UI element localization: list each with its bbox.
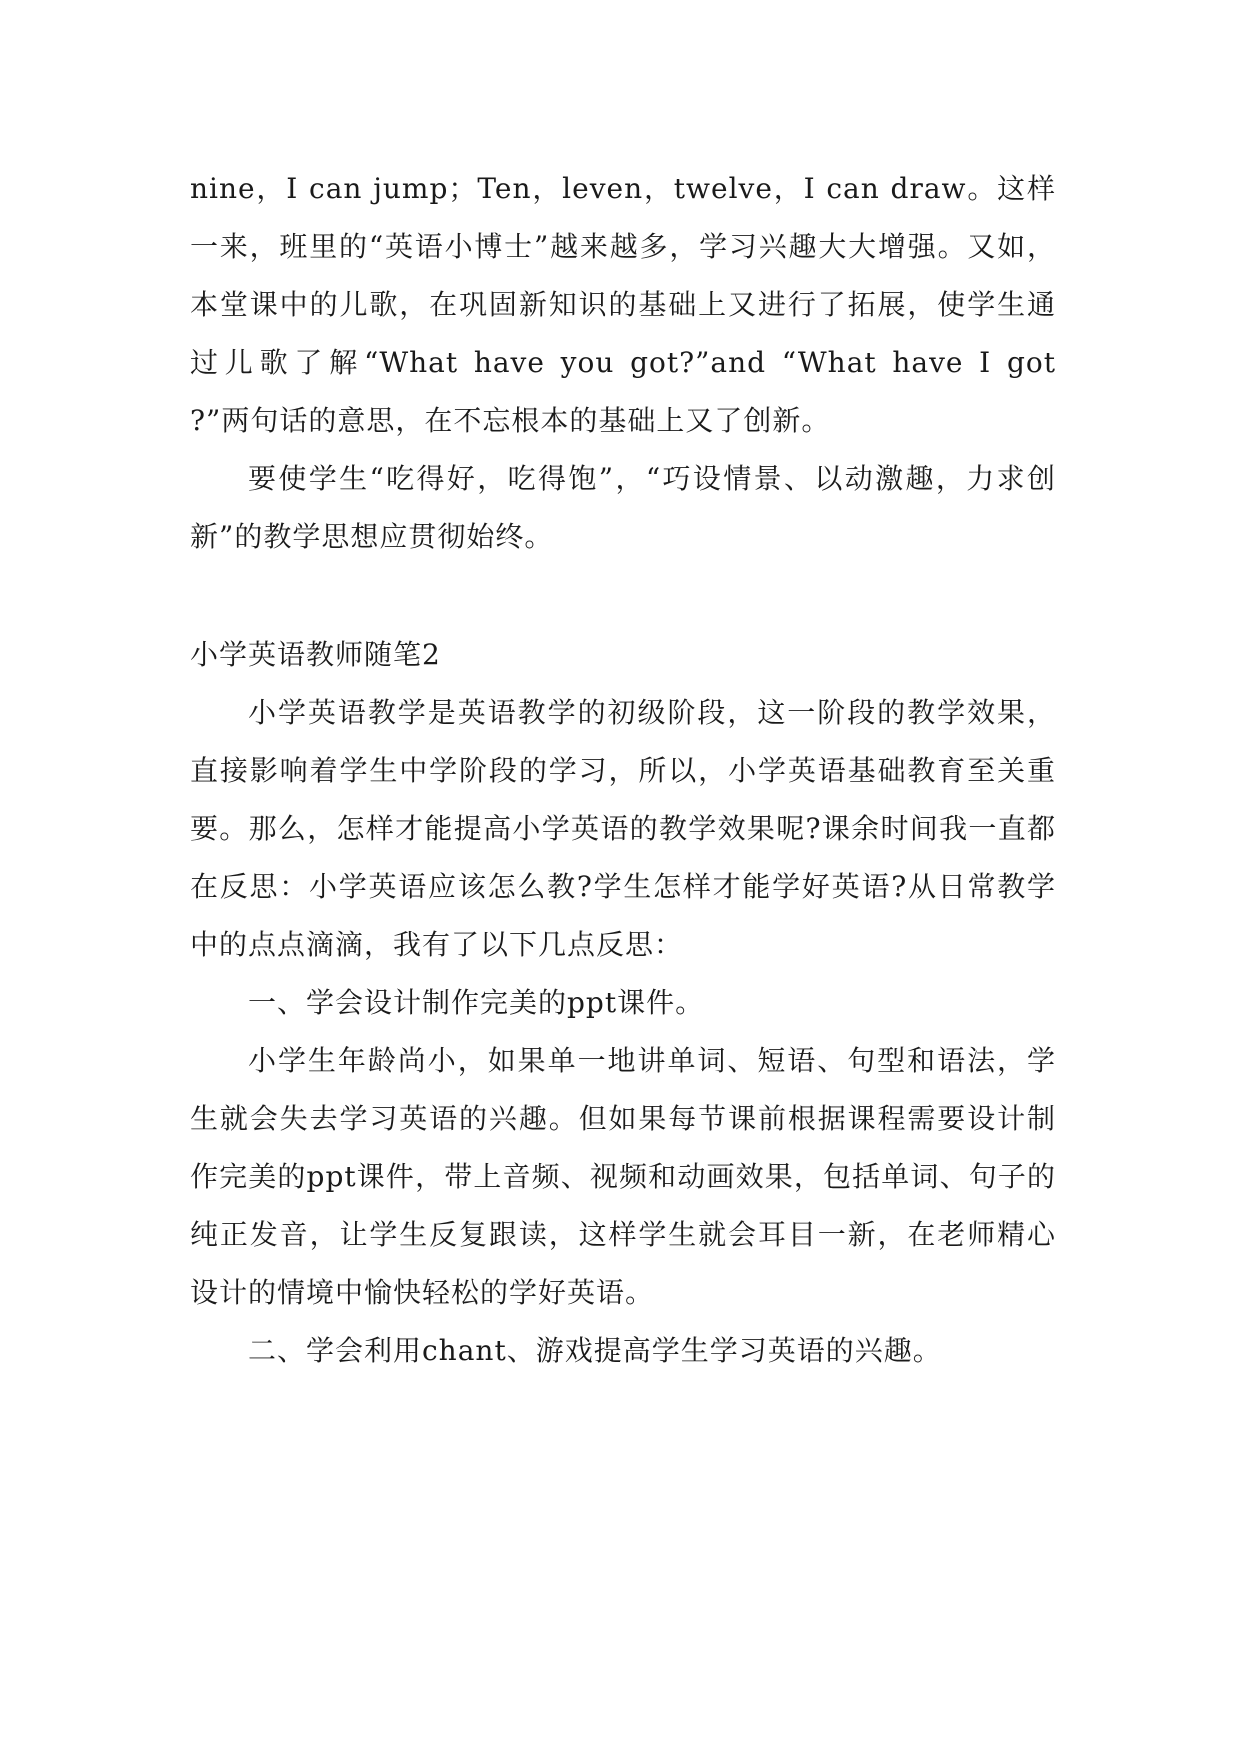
paragraph-eat-well: 要使学生“吃得好，吃得饱”，“巧设情景、以动激趣，力求创新”的教学思想应贯彻始终。 bbox=[190, 462, 1056, 553]
paragraph-intro-reflection: 小学英语教学是英语教学的初级阶段，这一阶段的教学效果，直接影响着学生中学阶段的学习，所以，小学英语基础教育至关重要。那么，怎样才能提高小学英语的教学效果呢?课余时间我一直都在反思：小学英语应该怎么教?学生怎样才能学好英语?从日常教学中的点点滴滴，我有了以下几点反思： bbox=[190, 696, 1056, 961]
paragraph-point-one-body: 小学生年龄尚小，如果单一地讲单词、短语、句型和语法，学生就会失去学习英语的兴趣。但如果每节课前根据课程需要设计制作完美的ppt课件，带上音频、视频和动画效果，包括单词、句子的纯正发音，让学生反复跟读，这样学生就会耳目一新，在老师精心设计的情境中愉快轻松的学好英语。 bbox=[190, 1044, 1056, 1309]
paragraph-point-two-title: 二、学会利用chant、游戏提高学生学习英语的兴趣。 bbox=[248, 1334, 942, 1367]
document-body bbox=[190, 160, 1056, 1380]
section-title: 小学英语教师随笔2 bbox=[190, 638, 441, 671]
paragraph-point-one-title: 一、学会设计制作完美的ppt课件。 bbox=[248, 986, 705, 1019]
paragraph-nine-i-can-jump: nine，I can jump；Ten，leven，twelve，I can draw。这样一来，班里的“英语小博士”越来越多，学习兴趣大大增强。又如，本堂课中的儿歌，在巩固新知识的基础上又进行了拓展，使学生通过儿歌了解“What have you got?”and “What have I got ?”两句话的意思，在不忘根本的基础上又了创新。 bbox=[190, 172, 1056, 437]
